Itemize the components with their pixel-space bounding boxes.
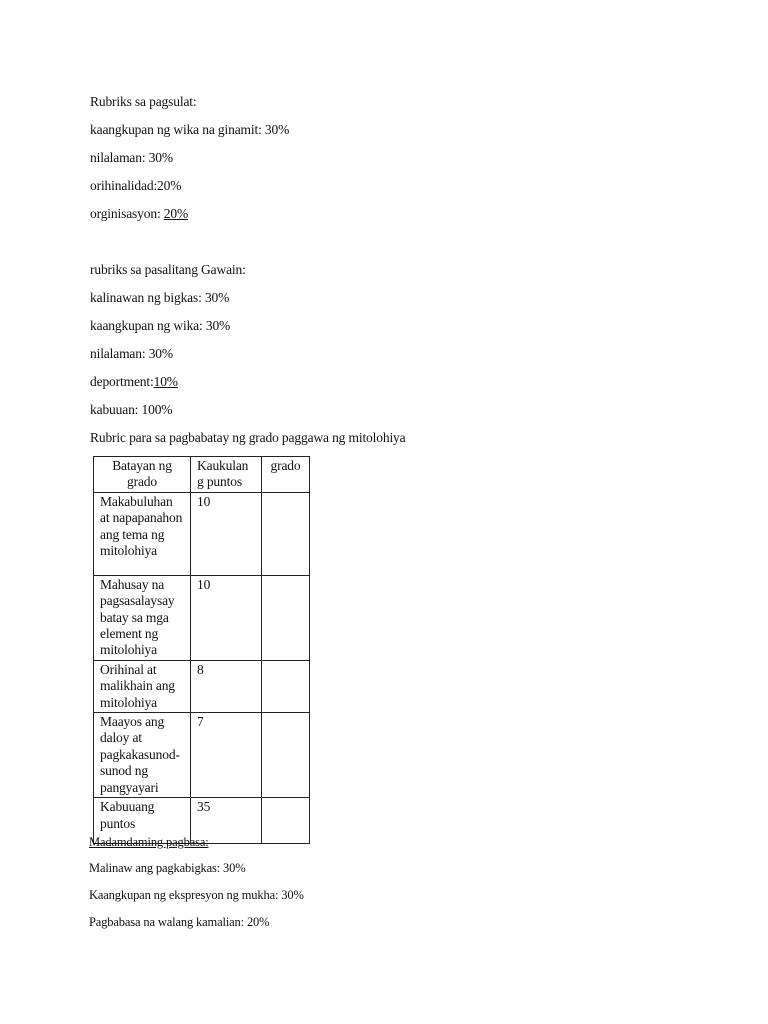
criterion-cell: Mahusay na pagsasalaysay batay sa mga element ng mitolohiya bbox=[94, 575, 191, 660]
criterion-cell: Kabuuang puntos bbox=[94, 798, 191, 844]
pagbasa-item: Pagbabasa na walang kamalian: 20% bbox=[89, 915, 270, 929]
grade-cell bbox=[262, 798, 310, 844]
table-row bbox=[94, 660, 310, 712]
table-header-cell: Batayan ng grado bbox=[94, 457, 191, 493]
table-row bbox=[94, 713, 310, 798]
table-header-cell: Kaukulan g puntos bbox=[191, 457, 262, 493]
rubric-table bbox=[93, 456, 310, 844]
pasalita-item: kalinawan ng bigkas: 30% bbox=[90, 290, 230, 305]
pagbasa-item: Kaangkupan ng ekspresyon ng mukha: 30% bbox=[89, 888, 304, 902]
pagbasa-heading: Madamdaming pagbasa: bbox=[89, 835, 209, 849]
criterion-cell: Orihinal at malikhain ang mitolohiya bbox=[94, 660, 191, 712]
pagsulat-item-label: orginisasyon: bbox=[90, 206, 164, 221]
points-cell: 10 bbox=[191, 575, 262, 660]
pasalita-item: nilalaman: 30% bbox=[90, 346, 174, 361]
table-row bbox=[94, 575, 310, 660]
grade-cell bbox=[262, 713, 310, 798]
table-header-row bbox=[94, 457, 310, 493]
points-cell: 35 bbox=[191, 798, 262, 844]
pagbasa-item: Malinaw ang pagkabigkas: 30% bbox=[89, 861, 246, 875]
table-header-cell: grado bbox=[262, 457, 310, 493]
mitolohiya-heading: Rubric para sa pagbabatay ng grado paggawa ng mitolohiya bbox=[90, 430, 406, 445]
table-row bbox=[94, 492, 310, 575]
pagsulat-item: nilalaman: 30% bbox=[90, 150, 174, 165]
pasalita-item: kabuuan: 100% bbox=[90, 402, 173, 417]
pagsulat-item-value: 20% bbox=[163, 206, 189, 221]
pagsulat-item: orihinalidad:20% bbox=[90, 178, 182, 193]
pagsulat-heading: Rubriks sa pagsulat: bbox=[90, 94, 197, 109]
pasalita-item-value: 10% bbox=[153, 374, 178, 389]
points-cell: 10 bbox=[191, 492, 262, 575]
points-cell: 7 bbox=[191, 713, 262, 798]
pagsulat-item bbox=[90, 206, 188, 222]
criterion-cell: Makabuluhan at napapanahon ang tema ng mitolohiya bbox=[94, 492, 191, 575]
pasalita-item bbox=[90, 374, 178, 390]
pasalita-heading: rubriks sa pasalitang Gawain: bbox=[90, 262, 246, 277]
pasalita-item: kaangkupan ng wika: 30% bbox=[90, 318, 231, 333]
grade-cell bbox=[262, 575, 310, 660]
pagsulat-item: kaangkupan ng wika na ginamit: 30% bbox=[90, 122, 290, 137]
points-cell: 8 bbox=[191, 660, 262, 712]
grade-cell bbox=[262, 660, 310, 712]
pasalita-item-label: deportment: bbox=[90, 374, 154, 389]
grade-cell bbox=[262, 492, 310, 575]
criterion-cell: Maayos ang daloy at pagkakasunod-sunod ng pangyayari bbox=[94, 713, 191, 798]
